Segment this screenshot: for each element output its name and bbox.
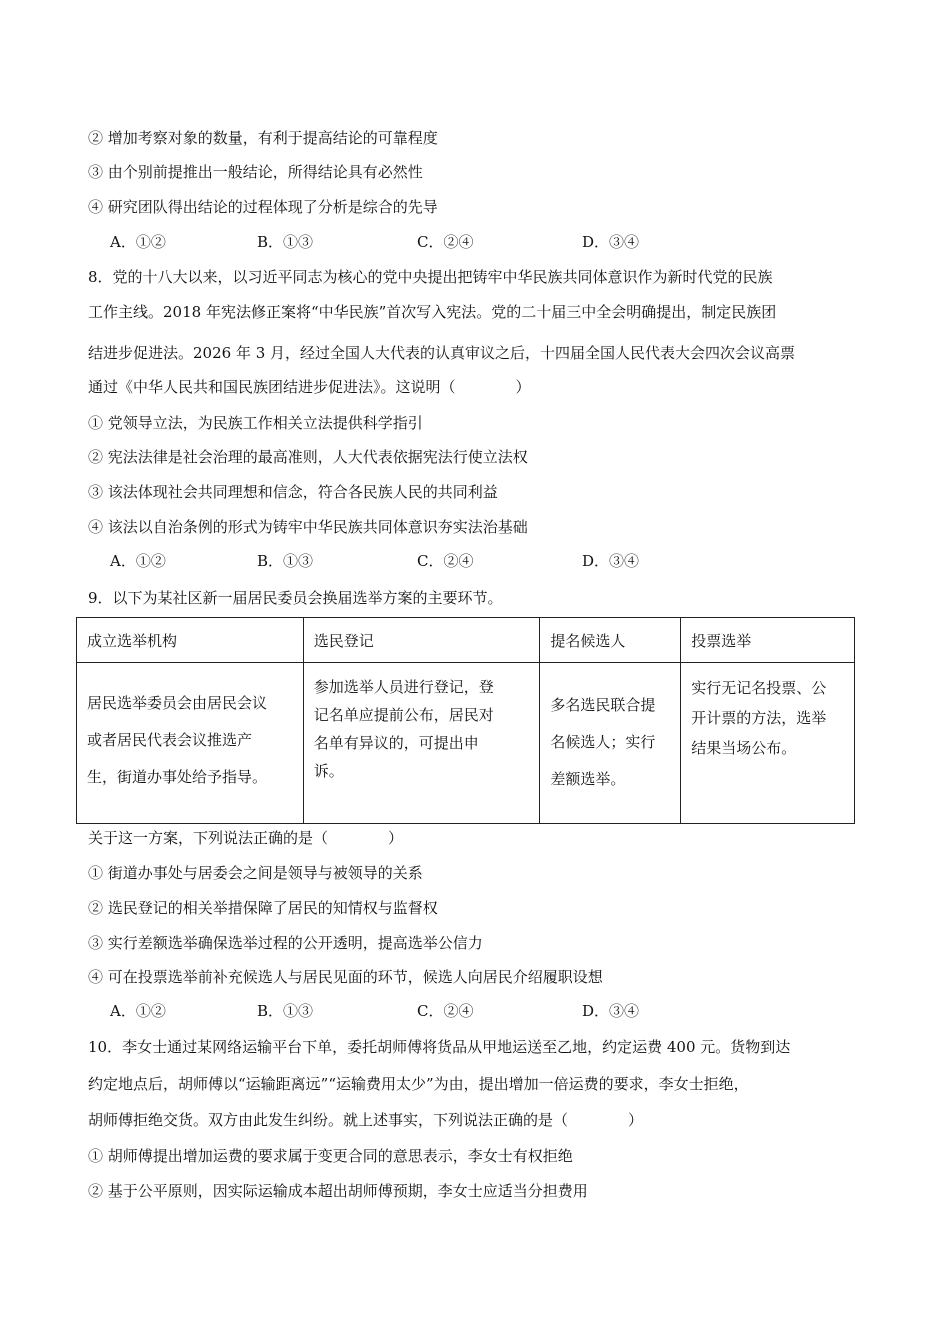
table-cell-line: 开计票的方法，选举 bbox=[691, 709, 827, 727]
q7-option-b[interactable]: B．①③ bbox=[257, 233, 314, 251]
table-cell-line: 名单有异议的，可提出申 bbox=[313, 734, 479, 752]
q8-item-2: ② 宪法法律是社会治理的最高准则，人大代表依据宪法行使立法权 bbox=[88, 448, 528, 466]
table-header-cell: 选民登记 bbox=[303, 618, 540, 663]
q7-item-2: ② 增加考察对象的数量，有利于提高结论的可靠程度 bbox=[88, 129, 438, 147]
table-header-row bbox=[77, 618, 855, 663]
table-cell-line: 参加选举人员进行登记，登 bbox=[313, 678, 494, 696]
q8-item-3: ③ 该法体现社会共同理想和信念，符合各民族人民的共同利益 bbox=[88, 483, 498, 501]
q9-item-3: ③ 实行差额选举确保选举过程的公开透明，提高选举公信力 bbox=[88, 934, 483, 952]
q7-item-4: ④ 研究团队得出结论的过程体现了分析是综合的先导 bbox=[88, 198, 438, 216]
table-cell-line: 生，街道办事处给予指导。 bbox=[87, 768, 268, 786]
table-cell-line: 记名单应提前公布，居民对 bbox=[313, 706, 494, 724]
table-cell-line: 差额选举。 bbox=[550, 770, 626, 788]
q7-option-a[interactable]: A．①② bbox=[110, 233, 166, 251]
q8-option-d[interactable]: D．③④ bbox=[582, 552, 640, 570]
table-cell-voter-registration bbox=[303, 663, 540, 824]
table-row bbox=[77, 663, 855, 824]
q10-item-2: ② 基于公平原则，因实际运输成本超出胡师傅预期，李女士应适当分担费用 bbox=[88, 1182, 588, 1200]
table-cell-nomination bbox=[540, 663, 681, 824]
table-cell-line: 或者居民代表会议推选产 bbox=[87, 731, 253, 749]
q7-item-3: ③ 由个别前提推出一般结论，所得结论具有必然性 bbox=[88, 163, 423, 181]
table-cell-line: 诉。 bbox=[313, 762, 344, 780]
q9-option-c[interactable]: C．②④ bbox=[417, 1002, 474, 1020]
table-cell-line: 实行无记名投票、公 bbox=[691, 679, 827, 697]
q7-option-d[interactable]: D．③④ bbox=[582, 233, 640, 251]
table-cell-line: 多名选民联合提 bbox=[550, 696, 656, 714]
table-cell-line: 结果当场公布。 bbox=[691, 739, 797, 757]
q8-option-c[interactable]: C．②④ bbox=[417, 552, 474, 570]
q9-item-1: ① 街道办事处与居委会之间是领导与被领导的关系 bbox=[88, 864, 423, 882]
q8-stem-line-1: 8．党的十八大以来，以习近平同志为核心的党中央提出把铸牢中华民族共同体意识作为新时代党的民族 bbox=[88, 268, 773, 286]
q8-option-b[interactable]: B．①③ bbox=[257, 552, 314, 570]
q7-option-c[interactable]: C．②④ bbox=[417, 233, 474, 251]
q9-option-a[interactable]: A．①② bbox=[110, 1002, 166, 1020]
table-cell-voting bbox=[681, 663, 855, 824]
election-steps-table bbox=[76, 617, 855, 824]
q8-item-1: ① 党领导立法，为民族工作相关立法提供科学指引 bbox=[88, 414, 423, 432]
table-header-cell: 成立选举机构 bbox=[77, 618, 304, 663]
q8-option-a[interactable]: A．①② bbox=[110, 552, 166, 570]
q9-item-2: ② 选民登记的相关举措保障了居民的知情权与监督权 bbox=[88, 899, 438, 917]
q10-stem-line-3: 胡师傅拒绝交货。双方由此发生纠纷。就上述事实，下列说法正确的是（ ） bbox=[88, 1111, 644, 1129]
q8-stem-line-3: 结进步促进法。2026 年 3 月，经过全国人大代表的认真审议之后，十四届全国人民代表大会四次会议高票 bbox=[88, 344, 796, 362]
q8-item-4: ④ 该法以自治条例的形式为铸牢中华民族共同体意识夯实法治基础 bbox=[88, 518, 528, 536]
q10-stem-line-1: 10．李女士通过某网络运输平台下单，委托胡师傅将货品从甲地运送至乙地，约定运费 400 元。货物到达 bbox=[88, 1038, 791, 1056]
q10-stem-line-2: 约定地点后，胡师傅以“运输距离远”“运输费用太少”为由，提出增加一倍运费的要求，李女士拒绝， bbox=[88, 1075, 749, 1093]
q8-stem-line-2: 工作主线。2018 年宪法修正案将“中华民族”首次写入宪法。党的二十届三中全会明确提出，制定民族团 bbox=[88, 303, 777, 321]
table-header-cell: 投票选举 bbox=[681, 618, 855, 663]
table-header-cell: 提名候选人 bbox=[540, 618, 681, 663]
q8-stem-line-4: 通过《中华人民共和国民族团结进步促进法》。这说明（ ） bbox=[88, 378, 531, 396]
table-cell-election-body bbox=[77, 663, 304, 824]
table-cell-line: 居民选举委员会由居民会议 bbox=[87, 694, 268, 712]
q9-question: 关于这一方案，下列说法正确的是（ ） bbox=[88, 829, 404, 847]
q9-stem: 9．以下为某社区新一届居民委员会换届选举方案的主要环节。 bbox=[88, 589, 503, 607]
q9-item-4: ④ 可在投票选举前补充候选人与居民见面的环节，候选人向居民介绍履职设想 bbox=[88, 968, 603, 986]
q10-item-1: ① 胡师傅提出增加运费的要求属于变更合同的意思表示，李女士有权拒绝 bbox=[88, 1147, 573, 1165]
q9-option-b[interactable]: B．①③ bbox=[257, 1002, 314, 1020]
q9-option-d[interactable]: D．③④ bbox=[582, 1002, 640, 1020]
table-cell-line: 名候选人；实行 bbox=[550, 733, 656, 751]
